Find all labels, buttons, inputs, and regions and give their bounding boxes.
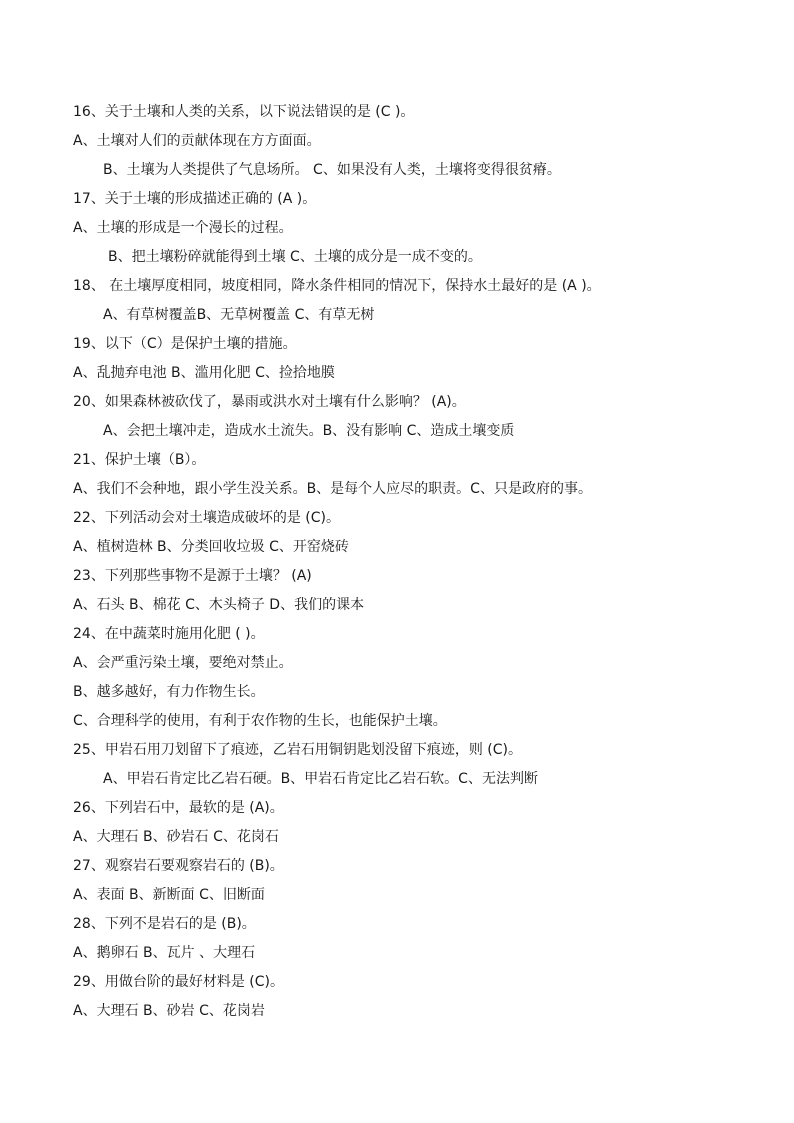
question-20: 20、如果森林被砍伐了，暴雨或洪水对土壤有什么影响？ (A)。 — [73, 394, 466, 410]
option-line: A、大理石 B、砂岩 C、花岗岩 — [73, 1003, 265, 1019]
option-line: A、甲岩石肯定比乙岩石硬。B、甲岩石肯定比乙岩石软。C、无法判断 — [103, 771, 538, 787]
option-line: A、植树造林 B、分类回收垃圾 C、开窑烧砖 — [73, 539, 349, 555]
question-27: 27、观察岩石要观察岩石的 (B)。 — [73, 858, 284, 874]
option-line: A、会严重污染土壤，要绝对禁止。 — [73, 655, 293, 671]
question-26: 26、下列岩石中，最软的是 (A)。 — [73, 800, 284, 816]
question-18: 18、 在土壤厚度相同，坡度相同，降水条件相同的情况下，保持水土最好的是 (A )。 — [73, 278, 601, 294]
option-line: A、表面 B、新断面 C、旧断面 — [73, 887, 265, 903]
question-19: 19、以下（C）是保护土壤的措施。 — [73, 336, 297, 352]
question-21: 21、保护土壤（B）。 — [73, 452, 206, 468]
question-17: 17、关于土壤的形成描述正确的 (A )。 — [73, 191, 317, 207]
question-29: 29、用做台阶的最好材料是 (C)。 — [73, 974, 284, 990]
option-line: C、合理科学的使用，有利于农作物的生长，也能保护土壤。 — [73, 713, 447, 729]
option-line: B、越多越好，有力作物生长。 — [73, 684, 265, 700]
question-list — [0, 98, 794, 1026]
option-line: A、会把土壤冲走，造成水土流失。B、没有影响 C、造成土壤变质 — [103, 423, 515, 439]
question-23: 23、下列那些事物不是源于土壤？ (A) — [73, 568, 312, 584]
option-line: A、土壤对人们的贡献体现在方方面面。 — [73, 133, 321, 149]
option-line: A、乱抛弃电池 B、滥用化肥 C、捡拾地膜 — [73, 365, 335, 381]
option-line: A、石头 B、棉花 C、木头椅子 D、我们的课本 — [73, 597, 365, 613]
option-line: A、鹅卵石 B、瓦片 、大理石 — [73, 945, 256, 961]
question-24: 24、在中蔬菜时施用化肥 ( )。 — [73, 626, 265, 642]
option-line: A、有草树覆盖B、无草树覆盖 C、有草无树 — [103, 307, 375, 323]
option-line: A、大理石 B、砂岩石 C、花岗石 — [73, 829, 279, 845]
question-28: 28、下列不是岩石的是 (B)。 — [73, 916, 256, 932]
question-16: 16、关于土壤和人类的关系，以下说法错误的是 (C )。 — [73, 104, 415, 120]
option-line: B、把土壤粉碎就能得到土壤 C、土壤的成分是一成不变的。 — [108, 249, 482, 265]
question-25: 25、甲岩石用刀划留下了痕迹，乙岩石用铜钥匙划没留下痕迹，则 (C)。 — [73, 742, 522, 758]
option-line: B、土壤为人类提供了气息场所。 C、如果没有人类，土壤将变得很贫瘠。 — [103, 162, 561, 178]
option-line: A、土壤的形成是一个漫长的过程。 — [73, 220, 293, 236]
question-22: 22、下列活动会对土壤造成破坏的是 (C)。 — [73, 510, 340, 526]
option-line: A、我们不会种地，跟小学生没关系。B、是每个人应尽的职责。C、只是政府的事。 — [73, 481, 592, 497]
